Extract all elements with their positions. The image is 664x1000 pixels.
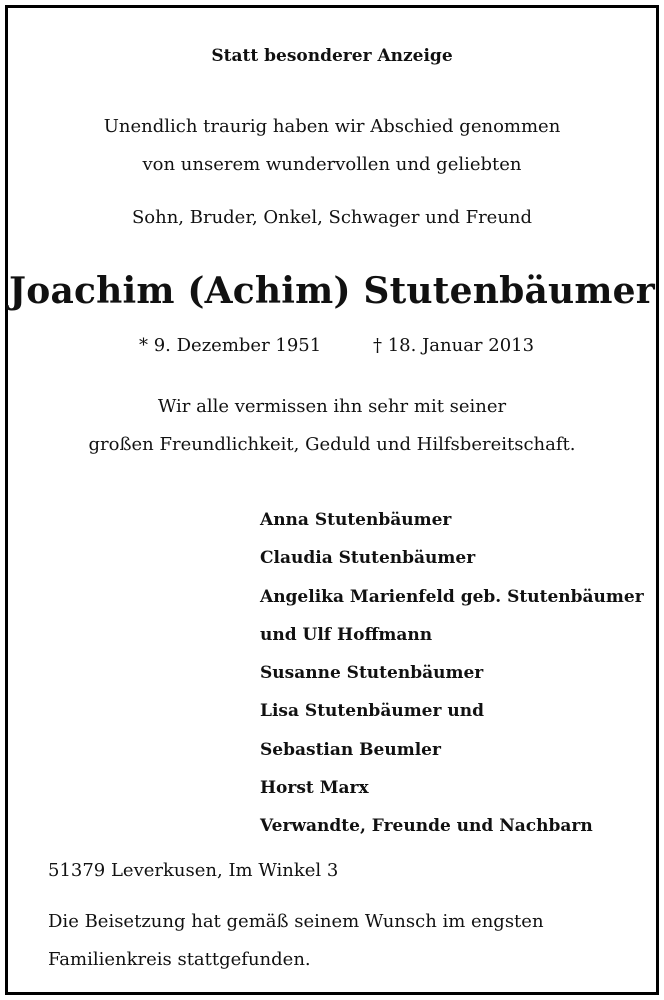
family-address: 51379 Leverkusen, Im Winkel 3	[48, 860, 339, 881]
tribute-line-1: Wir alle vermissen ihn sehr mit seiner	[157, 396, 507, 417]
mourner-item: Angelika Marienfeld geb. Stutenbäumer	[260, 586, 644, 607]
mourner-item: Sebastian Beumler	[260, 739, 441, 760]
mourners-list	[260, 501, 644, 846]
obituary-notice	[5, 5, 659, 995]
death-date: † 18. Januar 2013	[373, 335, 535, 356]
mourner-item: und Ulf Hoffmann	[260, 624, 433, 645]
birth-date: * 9. Dezember 1951	[139, 335, 322, 356]
intro-line-2: von unserem wundervollen und geliebten	[142, 154, 522, 175]
mourner-item: Anna Stutenbäumer	[260, 510, 452, 530]
mourner-item: Susanne Stutenbäumer	[260, 663, 484, 684]
burial-notice: Die Beisetzung hat gemäß seinem Wunsch im engsten Familienkreis stattgefunden.	[48, 911, 544, 970]
mourner-item: Verwandte, Freunde und Nachbarn	[260, 816, 593, 837]
intro-line-1: Unendlich traurig haben wir Abschied genommen	[103, 116, 561, 137]
deceased-name: Joachim (Achim) Stutenbäumer	[9, 270, 655, 312]
mourner-item: Horst Marx	[260, 778, 369, 799]
mourner-item: Lisa Stutenbäumer und	[260, 701, 484, 722]
notice-header: Statt besonderer Anzeige	[211, 46, 453, 66]
relations-line: Sohn, Bruder, Onkel, Schwager und Freund	[131, 207, 533, 228]
tribute-line-2: großen Freundlichkeit, Geduld und Hilfsbereitschaft.	[88, 434, 576, 455]
mourner-item: Claudia Stutenbäumer	[260, 548, 476, 569]
